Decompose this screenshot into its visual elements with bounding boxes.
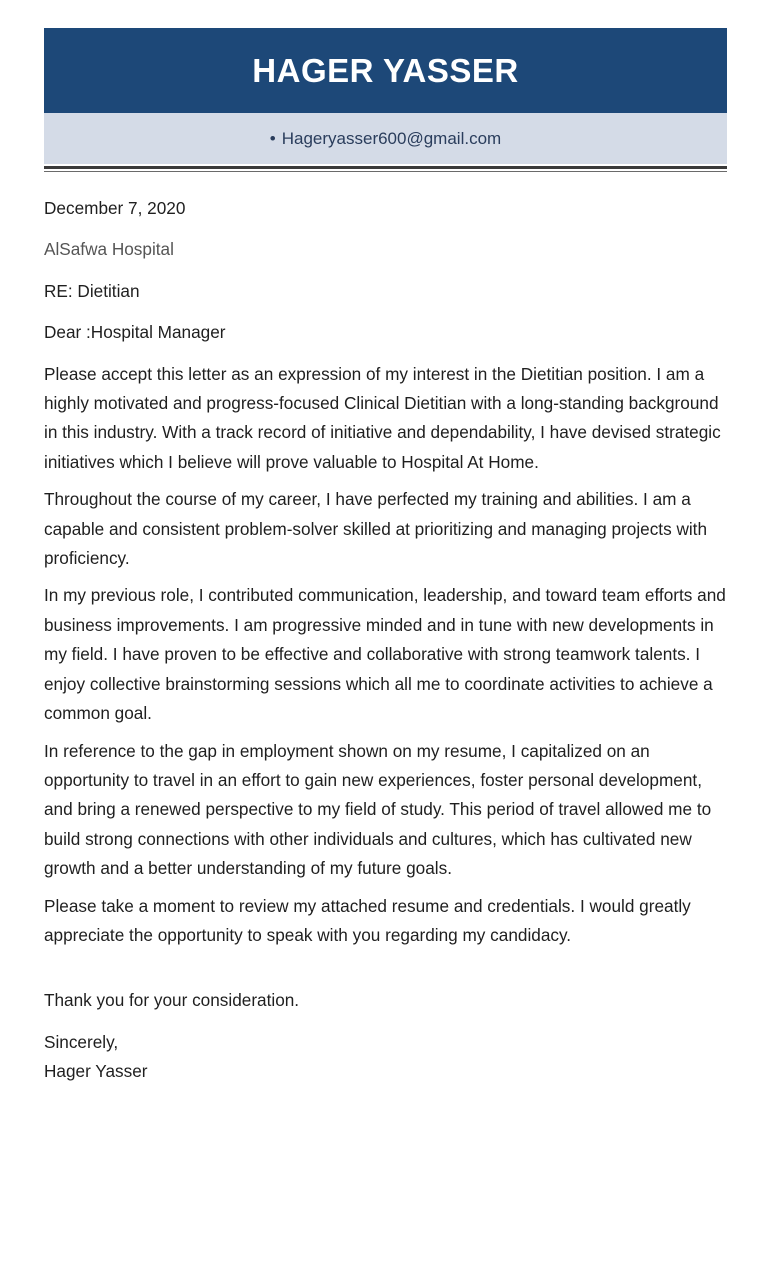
paragraph-4: In reference to the gap in employment shown on my resume, I capitalized on an opportunity to travel in an effort to gain new experiences, foster personal development, and bring a renewed perspective to my field of study. This period of travel allowed me to build strong connections with other individuals and cultures, which has cultivated new growth and a better understanding of my future goals. (44, 740, 712, 879)
contact-band (44, 113, 727, 164)
applicant-name: HAGER YASSER (252, 51, 519, 89)
header-band (44, 28, 727, 113)
letter-signature: Hager Yasser (44, 1061, 148, 1082)
letter-closing: Sincerely, (44, 1031, 119, 1052)
paragraph-3: In my previous role, I contributed communication, leadership, and toward team efforts and business improvements. I am progressive minded and in tune with new developments in my field. I have proven to be effective and collaborative with strong teamwork talents. I enjoy collective brainstorming sessions which all me to coordinate activities to achieve a common goal. (44, 585, 726, 724)
bullet-icon: • (269, 128, 276, 148)
divider-thin (44, 171, 727, 172)
divider-thick (44, 166, 727, 169)
paragraph-1: Please accept this letter as an expression of my interest in the Dietitian position. I am a highly motivated and progress-focused Clinical Dietitian with a long-standing background in this industry. With a track record of initiative and dependability, I have devised strategic initiatives which I believe will prove valuable to Hospital At Home. (44, 363, 721, 472)
resume-letter-page (44, 28, 727, 172)
letter-body (44, 194, 734, 1087)
paragraph-2: Throughout the course of my career, I have perfected my training and abilities. I am a capable and consistent problem-solver skilled at prioritizing and managing projects with proficiency. (44, 489, 708, 569)
spacer (44, 958, 734, 986)
letter-date: December 7, 2020 (44, 198, 186, 218)
email-address: Hageryasser600@gmail.com (281, 128, 502, 148)
paragraph-5: Please take a moment to review my attached resume and credentials. I would greatly appreciate the opportunity to speak with you regarding my candidacy. (44, 895, 691, 945)
letter-salutation: Dear :Hospital Manager (44, 322, 226, 343)
letter-subject: RE: Dietitian (44, 280, 140, 301)
letter-thanks: Thank you for your consideration. (44, 990, 300, 1011)
letter-recipient: AlSafwa Hospital (44, 239, 174, 260)
